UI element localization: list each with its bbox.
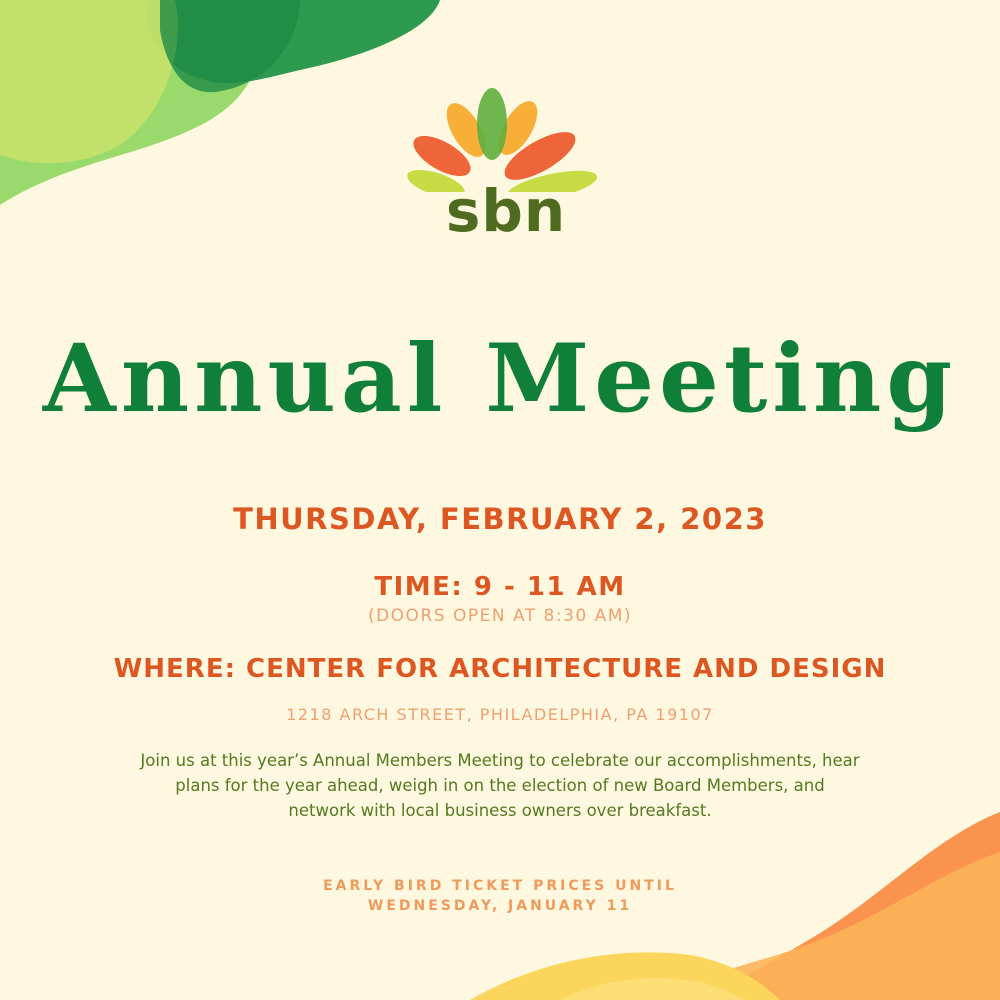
event-time: TIME: 9 - 11 AM xyxy=(374,572,626,602)
sbn-logo xyxy=(400,82,612,272)
doors-open-note: (DOORS OPEN AT 8:30 AM) xyxy=(367,606,633,626)
early-bird-line-1: EARLY BIRD TICKET PRICES UNTIL xyxy=(323,878,677,894)
event-date: THURSDAY, FEBRUARY 2, 2023 xyxy=(233,502,767,536)
event-description: Join us at this year’s Annual Members Meeting to celebrate our accomplishments, hear plans for the year ahead, weigh in on the election of new Board Members, and network with local business owners over breakfast. xyxy=(140,751,860,820)
page-title: Annual Meeting xyxy=(42,324,958,434)
blob-top-left-deep xyxy=(160,0,300,92)
event-address: 1218 ARCH STREET, PHILADELPHIA, PA 19107 xyxy=(286,705,714,724)
early-bird-line-2: WEDNESDAY, JANUARY 11 xyxy=(367,898,633,914)
logo-wordmark: sbn xyxy=(445,177,567,245)
early-bird-note xyxy=(0,876,1000,916)
event-location: WHERE: CENTER FOR ARCHITECTURE AND DESIGN xyxy=(113,654,887,684)
lotus-leaves-icon xyxy=(400,82,612,192)
